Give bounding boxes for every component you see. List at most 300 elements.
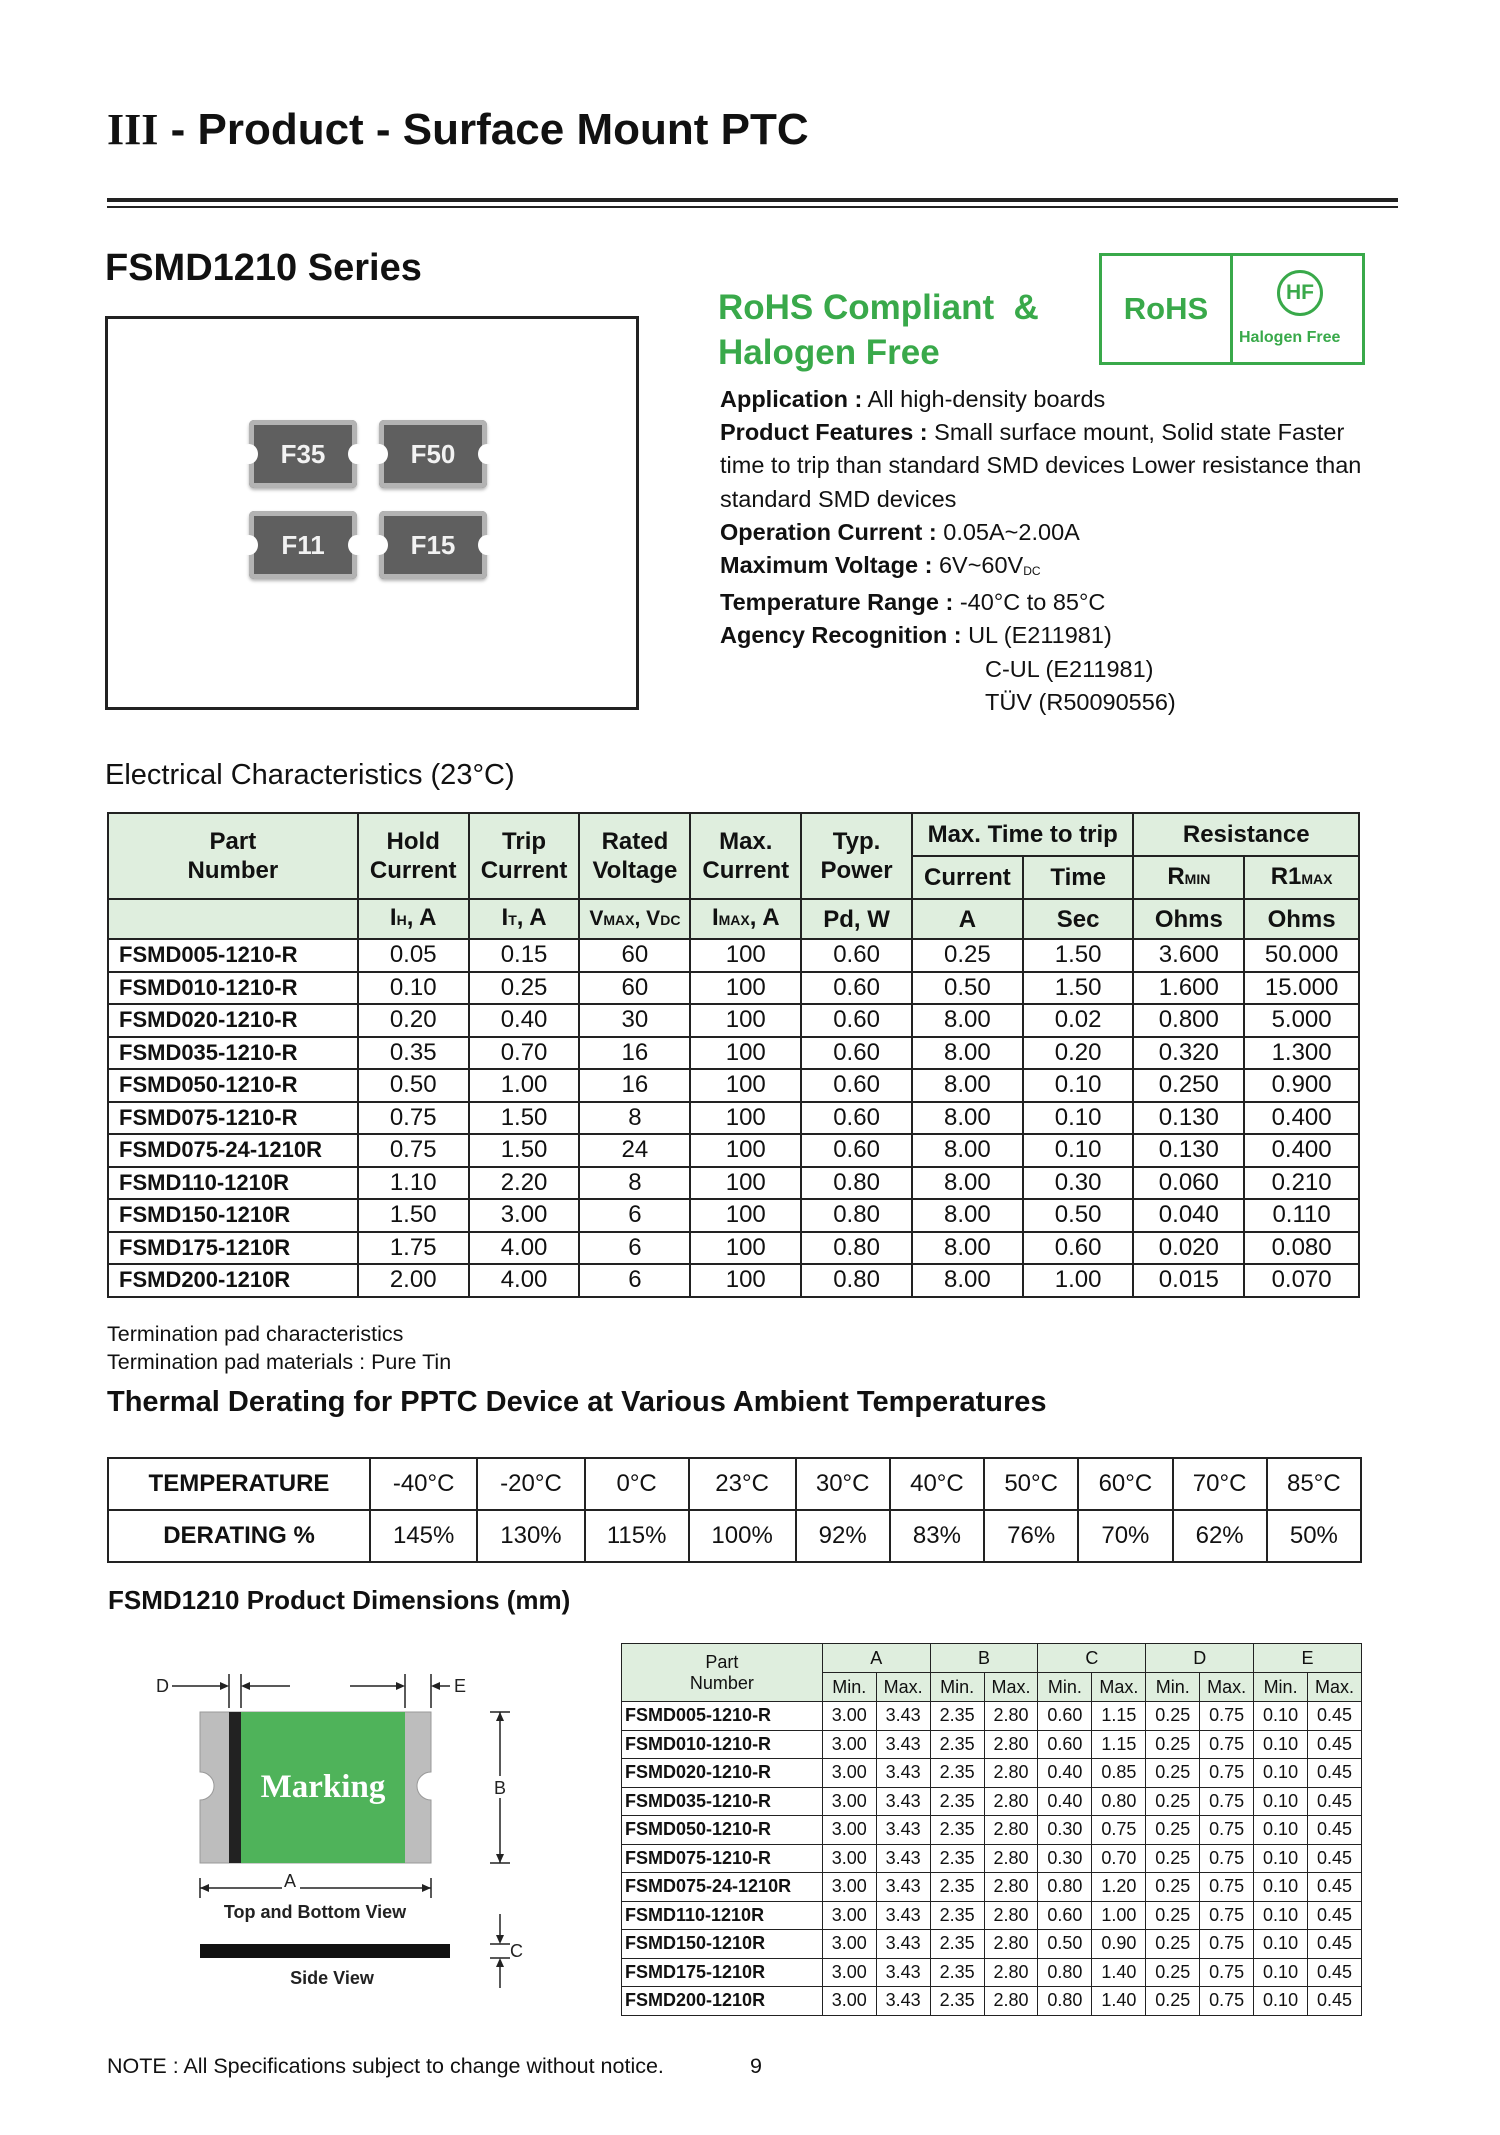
table-cell: 0.60	[1038, 1702, 1092, 1731]
dim-col-group: E	[1254, 1644, 1362, 1673]
chip-f15: F15	[379, 511, 487, 579]
table-cell: 4.00	[469, 1264, 580, 1297]
part-number-cell: FSMD075-1210-R	[622, 1844, 823, 1873]
table-cell: 3.00	[822, 1816, 876, 1845]
table-row	[108, 1037, 1359, 1070]
col-resistance: Resistance	[1133, 813, 1359, 856]
table-cell: 0.25	[1146, 1873, 1200, 1902]
page-title-roman: III	[107, 105, 159, 154]
table-row	[108, 1102, 1359, 1135]
unit-rest: , V	[634, 906, 661, 930]
r1max-main: R1	[1270, 862, 1302, 890]
table-cell: 0.75	[1200, 1873, 1254, 1902]
dim-col-max: Max.	[1092, 1673, 1146, 1702]
chip-f11: F11	[249, 511, 357, 579]
table-cell: 15.000	[1244, 972, 1359, 1005]
unit-it	[469, 899, 580, 939]
temperature-cell: 40°C	[890, 1458, 984, 1510]
table-cell: 2.35	[930, 1930, 984, 1959]
termination-notes	[107, 1320, 451, 1376]
table-cell: 2.35	[930, 1901, 984, 1930]
col-typ-power: Typ. Power	[801, 813, 912, 899]
table-cell: 0.70	[469, 1037, 580, 1070]
derating-cell: 100%	[689, 1510, 796, 1562]
table-row	[622, 1816, 1362, 1845]
temperature-cell: 50°C	[984, 1458, 1078, 1510]
rohs-badge	[1099, 253, 1365, 365]
table-cell: 0.900	[1244, 1069, 1359, 1102]
electrical-title: Electrical Characteristics (23°C)	[105, 759, 515, 791]
unit-sub: H	[396, 912, 407, 928]
table-cell: 3.43	[876, 1702, 930, 1731]
unit-a: A	[912, 899, 1023, 939]
unit-sec: Sec	[1023, 899, 1134, 939]
table-cell: 0.60	[1038, 1730, 1092, 1759]
table-cell: 100	[690, 1134, 801, 1167]
part-number-cell: FSMD110-1210R	[622, 1901, 823, 1930]
table-cell: 1.15	[1092, 1702, 1146, 1731]
table-cell: 0.40	[1038, 1787, 1092, 1816]
spec-value-sub: DC	[1023, 564, 1041, 579]
table-cell: 0.400	[1244, 1134, 1359, 1167]
part-number-cell: FSMD075-24-1210R	[108, 1134, 358, 1167]
spec-list	[720, 383, 1370, 719]
unit-part-number-blank	[108, 899, 358, 939]
table-cell: 8.00	[912, 1004, 1023, 1037]
table-cell: 0.45	[1308, 1816, 1362, 1845]
table-cell: 1.600	[1133, 972, 1244, 1005]
table-cell: 0.10	[1254, 1702, 1308, 1731]
table-cell: 0.400	[1244, 1102, 1359, 1135]
temperature-cell: -40°C	[370, 1458, 477, 1510]
table-cell: 1.40	[1092, 1987, 1146, 2016]
table-cell: 0.75	[1200, 1930, 1254, 1959]
dim-col-group: C	[1038, 1644, 1146, 1673]
table-cell: 100	[690, 1004, 801, 1037]
table-cell: 2.35	[930, 1702, 984, 1731]
table-row	[622, 1787, 1362, 1816]
table-row	[622, 1873, 1362, 1902]
table-cell: 100	[690, 1102, 801, 1135]
table-cell: 2.35	[930, 1987, 984, 2016]
table-row	[622, 1702, 1362, 1731]
dim-label-d: D	[156, 1676, 169, 1696]
chip-f35: F35	[249, 420, 357, 488]
col-max-current: Max. Current	[690, 813, 801, 899]
spec-label: Operation Current :	[720, 518, 937, 545]
part-number-cell: FSMD200-1210R	[108, 1264, 358, 1297]
table-cell: 0.250	[1133, 1069, 1244, 1102]
table-row	[108, 1232, 1359, 1265]
table-cell: 2.80	[984, 1987, 1038, 2016]
table-cell: 0.60	[801, 1102, 912, 1135]
table-cell: 0.75	[1200, 1958, 1254, 1987]
thermal-derating-label: DERATING %	[108, 1510, 370, 1562]
table-cell: 0.50	[912, 972, 1023, 1005]
table-cell: 8.00	[912, 1264, 1023, 1297]
table-cell: 0.10	[358, 972, 469, 1005]
temperature-cell: 30°C	[796, 1458, 890, 1510]
table-cell: 2.80	[984, 1787, 1038, 1816]
col-trip-current-a: Current	[912, 856, 1023, 899]
part-number-cell: FSMD075-1210-R	[108, 1102, 358, 1135]
table-cell: 1.50	[1023, 939, 1134, 972]
table-cell: 0.20	[1023, 1037, 1134, 1070]
rmin-sub: MIN	[1184, 870, 1211, 887]
table-cell: 0.040	[1133, 1199, 1244, 1232]
table-cell: 0.10	[1254, 1987, 1308, 2016]
part-number-cell: FSMD175-1210R	[108, 1232, 358, 1265]
derating-cell: 145%	[370, 1510, 477, 1562]
table-cell: 0.110	[1244, 1199, 1359, 1232]
electrical-table	[107, 812, 1360, 1298]
table-cell: 1.00	[1023, 1264, 1134, 1297]
table-cell: 0.40	[469, 1004, 580, 1037]
table-cell: 0.060	[1133, 1167, 1244, 1200]
table-cell: 5.000	[1244, 1004, 1359, 1037]
dim-d-arrowhead-right	[241, 1682, 250, 1690]
table-cell: 0.320	[1133, 1037, 1244, 1070]
hf-label: Halogen Free	[1239, 329, 1341, 346]
part-number-cell: FSMD175-1210R	[622, 1958, 823, 1987]
dim-col-max: Max.	[1200, 1673, 1254, 1702]
table-cell: 1.10	[358, 1167, 469, 1200]
table-cell: 0.10	[1023, 1134, 1134, 1167]
table-cell: 2.35	[930, 1844, 984, 1873]
table-cell: 8.00	[912, 1069, 1023, 1102]
table-cell: 0.45	[1308, 1787, 1362, 1816]
table-cell: 0.60	[801, 972, 912, 1005]
unit-ih	[358, 899, 469, 939]
temperature-cell: 60°C	[1078, 1458, 1172, 1510]
dim-label-a: A	[284, 1871, 297, 1891]
part-number-cell: FSMD020-1210-R	[108, 1004, 358, 1037]
table-cell: 1.00	[469, 1069, 580, 1102]
table-cell: 0.10	[1254, 1787, 1308, 1816]
table-cell: 0.75	[1200, 1702, 1254, 1731]
rohs-heading	[718, 285, 1078, 375]
table-cell: 3.00	[822, 1759, 876, 1788]
dim-b-arrowhead-bottom	[496, 1854, 504, 1863]
part-number-cell: FSMD035-1210-R	[622, 1787, 823, 1816]
termination-line-1: Termination pad characteristics	[107, 1322, 404, 1346]
table-cell: 60	[579, 939, 690, 972]
unit-sub: MAX	[603, 911, 635, 928]
table-cell: 3.43	[876, 1759, 930, 1788]
dim-label-b: B	[494, 1778, 507, 1798]
table-cell: 2.20	[469, 1167, 580, 1200]
table-cell: 0.70	[1092, 1844, 1146, 1873]
table-cell: 2.35	[930, 1958, 984, 1987]
col-max-time-to-trip: Max. Time to trip	[912, 813, 1134, 856]
table-cell: 0.10	[1254, 1930, 1308, 1959]
table-cell: 0.020	[1133, 1232, 1244, 1265]
chip-electrode-bar	[229, 1712, 241, 1863]
table-cell: 100	[690, 1037, 801, 1070]
table-cell: 3.00	[822, 1730, 876, 1759]
product-photo	[105, 316, 639, 710]
col-trip-current: Trip Current	[469, 813, 580, 899]
dim-label-e: E	[454, 1676, 467, 1696]
unit-rest: , A	[516, 904, 547, 931]
table-cell: 0.10	[1023, 1102, 1134, 1135]
table-cell: 8.00	[912, 1167, 1023, 1200]
table-cell: 100	[690, 1232, 801, 1265]
table-cell: 0.45	[1308, 1958, 1362, 1987]
spec-value: 6V~60V	[932, 552, 1024, 579]
table-row	[108, 1069, 1359, 1102]
spec-temperature	[720, 586, 1370, 619]
dimensions-table	[621, 1643, 1362, 2016]
unit-main: I	[501, 904, 509, 931]
dim-col-group: A	[822, 1644, 930, 1673]
rmin-main: R	[1167, 862, 1185, 890]
unit-ohms-min: Ohms	[1133, 899, 1244, 939]
table-cell: 1.50	[1023, 972, 1134, 1005]
table-cell: 2.00	[358, 1264, 469, 1297]
part-number-cell: FSMD050-1210-R	[622, 1816, 823, 1845]
table-cell: 2.80	[984, 1873, 1038, 1902]
table-cell: 0.25	[1146, 1759, 1200, 1788]
dim-col-max: Max.	[1308, 1673, 1362, 1702]
thermal-temperature-label: TEMPERATURE	[108, 1458, 370, 1510]
unit-rest: , A	[406, 904, 437, 931]
unit-rest: , A	[749, 904, 780, 931]
table-cell: 6	[579, 1264, 690, 1297]
table-cell: 6	[579, 1199, 690, 1232]
spec-value: -40°C to 85°C	[953, 589, 1106, 616]
spec-agency	[720, 619, 1370, 652]
table-cell: 0.10	[1254, 1730, 1308, 1759]
dim-d-arrowhead-left	[220, 1682, 229, 1690]
part-number-cell: FSMD150-1210R	[622, 1930, 823, 1959]
table-cell: 0.75	[1200, 1987, 1254, 2016]
table-cell: 3.00	[822, 1787, 876, 1816]
table-cell: 0.30	[1038, 1844, 1092, 1873]
part-number-cell: FSMD010-1210-R	[108, 972, 358, 1005]
table-cell: 0.60	[801, 939, 912, 972]
table-cell: 3.43	[876, 1844, 930, 1873]
rohs-heading-line2: Halogen Free	[718, 333, 940, 372]
table-cell: 0.25	[1146, 1987, 1200, 2016]
table-cell: 0.10	[1023, 1069, 1134, 1102]
table-cell: 0.10	[1254, 1958, 1308, 1987]
dim-col-max: Max.	[876, 1673, 930, 1702]
table-row	[108, 1167, 1359, 1200]
table-cell: 2.35	[930, 1816, 984, 1845]
table-row	[108, 1264, 1359, 1297]
page-title	[107, 104, 809, 155]
table-cell: 1.50	[469, 1134, 580, 1167]
table-cell: 1.75	[358, 1232, 469, 1265]
table-cell: 3.43	[876, 1930, 930, 1959]
part-number-cell: FSMD005-1210-R	[622, 1702, 823, 1731]
table-cell: 0.60	[801, 1069, 912, 1102]
table-cell: 2.80	[984, 1730, 1038, 1759]
table-cell: 0.75	[1200, 1730, 1254, 1759]
side-view-caption: Side View	[290, 1968, 374, 1988]
unit-vmax	[579, 899, 690, 939]
table-cell: 100	[690, 1264, 801, 1297]
chip-f50: F50	[379, 420, 487, 488]
table-cell: 0.25	[1146, 1930, 1200, 1959]
table-cell: 0.40	[1038, 1759, 1092, 1788]
table-cell: 50.000	[1244, 939, 1359, 972]
table-cell: 0.45	[1308, 1844, 1362, 1873]
dim-col-min: Min.	[822, 1673, 876, 1702]
table-row	[108, 1134, 1359, 1167]
spec-label: Agency Recognition :	[720, 622, 962, 649]
derating-cell: 115%	[585, 1510, 689, 1562]
table-cell: 3.00	[822, 1987, 876, 2016]
thermal-derating-row	[108, 1510, 1361, 1562]
table-cell: 24	[579, 1134, 690, 1167]
dim-a-arrowhead-right	[422, 1884, 431, 1892]
part-number-cell: FSMD110-1210R	[108, 1167, 358, 1200]
table-cell: 60	[579, 972, 690, 1005]
table-cell: 3.00	[822, 1702, 876, 1731]
table-cell: 1.15	[1092, 1730, 1146, 1759]
unit-sub: MAX	[718, 912, 750, 928]
table-cell: 1.00	[1092, 1901, 1146, 1930]
table-cell: 0.75	[1200, 1901, 1254, 1930]
table-cell: 0.130	[1133, 1134, 1244, 1167]
table-cell: 0.800	[1133, 1004, 1244, 1037]
table-cell: 2.80	[984, 1901, 1038, 1930]
derating-cell: 50%	[1267, 1510, 1361, 1562]
table-cell: 0.80	[801, 1232, 912, 1265]
table-row	[108, 972, 1359, 1005]
table-cell: 0.15	[469, 939, 580, 972]
table-cell: 0.015	[1133, 1264, 1244, 1297]
dim-e-arrowhead-left	[396, 1682, 405, 1690]
table-row	[622, 1930, 1362, 1959]
dimensions-table-body	[622, 1702, 1362, 2016]
table-cell: 3.600	[1133, 939, 1244, 972]
table-cell: 0.35	[358, 1037, 469, 1070]
footer-note: NOTE : All Specifications subject to change without notice.	[107, 2054, 664, 2078]
table-cell: 100	[690, 972, 801, 1005]
table-cell: 8.00	[912, 1134, 1023, 1167]
table-cell: 8.00	[912, 1102, 1023, 1135]
table-cell: 0.25	[1146, 1844, 1200, 1873]
table-cell: 3.00	[469, 1199, 580, 1232]
table-cell: 0.45	[1308, 1987, 1362, 2016]
table-cell: 0.75	[1200, 1816, 1254, 1845]
temperature-cell: 70°C	[1173, 1458, 1267, 1510]
table-cell: 0.75	[358, 1134, 469, 1167]
table-cell: 8	[579, 1167, 690, 1200]
dim-col-min: Min.	[1146, 1673, 1200, 1702]
part-number-cell: FSMD075-24-1210R	[622, 1873, 823, 1902]
table-cell: 2.80	[984, 1930, 1038, 1959]
table-cell: 0.80	[1092, 1787, 1146, 1816]
table-cell: 0.20	[358, 1004, 469, 1037]
table-cell: 0.05	[358, 939, 469, 972]
table-cell: 2.80	[984, 1844, 1038, 1873]
dimensions-group-row	[622, 1644, 1362, 1673]
table-cell: 6	[579, 1232, 690, 1265]
table-cell: 0.75	[358, 1102, 469, 1135]
part-number-cell: FSMD150-1210R	[108, 1199, 358, 1232]
thermal-temperature-row	[108, 1458, 1361, 1510]
table-cell: 16	[579, 1069, 690, 1102]
table-cell: 0.75	[1200, 1787, 1254, 1816]
table-cell: 0.30	[1038, 1816, 1092, 1845]
table-cell: 8.00	[912, 1037, 1023, 1070]
table-row	[108, 1004, 1359, 1037]
derating-cell: 92%	[796, 1510, 890, 1562]
table-cell: 0.75	[1200, 1844, 1254, 1873]
table-cell: 2.80	[984, 1816, 1038, 1845]
unit-main: V	[589, 906, 604, 930]
table-cell: 0.25	[469, 972, 580, 1005]
table-cell: 0.25	[1146, 1730, 1200, 1759]
table-cell: 2.80	[984, 1702, 1038, 1731]
spec-value: UL (E211981)	[961, 622, 1112, 649]
table-cell: 1.40	[1092, 1958, 1146, 1987]
table-cell: 0.90	[1092, 1930, 1146, 1959]
table-cell: 3.00	[822, 1958, 876, 1987]
spec-value: Small surface mount, Solid state Faster time to trip than standard SMD devices Lower resistance than standard SMD devices	[720, 419, 1362, 512]
col-r1max	[1244, 856, 1359, 899]
table-cell: 2.80	[984, 1759, 1038, 1788]
dim-c-arrowhead-bottom	[496, 1958, 504, 1967]
header-rule-thin	[107, 206, 1398, 208]
table-cell: 0.80	[1038, 1873, 1092, 1902]
table-cell: 0.45	[1308, 1901, 1362, 1930]
thermal-table	[107, 1457, 1362, 1563]
r1max-sub: MAX	[1301, 870, 1333, 887]
temperature-cell: 23°C	[689, 1458, 796, 1510]
dim-col-min: Min.	[930, 1673, 984, 1702]
dimension-drawing	[150, 1668, 560, 2008]
dim-label-c: C	[510, 1941, 523, 1961]
derating-cell: 62%	[1173, 1510, 1267, 1562]
temperature-cell: -20°C	[477, 1458, 584, 1510]
table-cell: 0.75	[1200, 1759, 1254, 1788]
table-cell: 3.00	[822, 1844, 876, 1873]
table-cell: 0.80	[1038, 1958, 1092, 1987]
derating-cell: 83%	[890, 1510, 984, 1562]
spec-label: Application :	[720, 386, 863, 412]
dim-col-min: Min.	[1038, 1673, 1092, 1702]
table-cell: 8.00	[912, 1199, 1023, 1232]
table-cell: 0.60	[801, 1004, 912, 1037]
table-cell: 0.25	[1146, 1702, 1200, 1731]
derating-cell: 130%	[477, 1510, 584, 1562]
table-cell: 3.43	[876, 1816, 930, 1845]
col-rmin	[1133, 856, 1244, 899]
table-cell: 3.43	[876, 1873, 930, 1902]
table-cell: 3.43	[876, 1987, 930, 2016]
dim-col-min: Min.	[1254, 1673, 1308, 1702]
table-cell: 0.45	[1308, 1730, 1362, 1759]
table-cell: 2.35	[930, 1873, 984, 1902]
table-cell: 0.080	[1244, 1232, 1359, 1265]
dim-col-max: Max.	[984, 1673, 1038, 1702]
spec-current	[720, 516, 1370, 549]
dim-b-arrowhead-top	[496, 1712, 504, 1721]
table-cell: 3.00	[822, 1873, 876, 1902]
spec-application	[720, 383, 1370, 416]
table-row	[108, 1199, 1359, 1232]
table-cell: 3.00	[822, 1901, 876, 1930]
table-cell: 0.50	[1023, 1199, 1134, 1232]
table-cell: 3.43	[876, 1901, 930, 1930]
part-number-cell: FSMD035-1210-R	[108, 1037, 358, 1070]
table-cell: 0.25	[912, 939, 1023, 972]
